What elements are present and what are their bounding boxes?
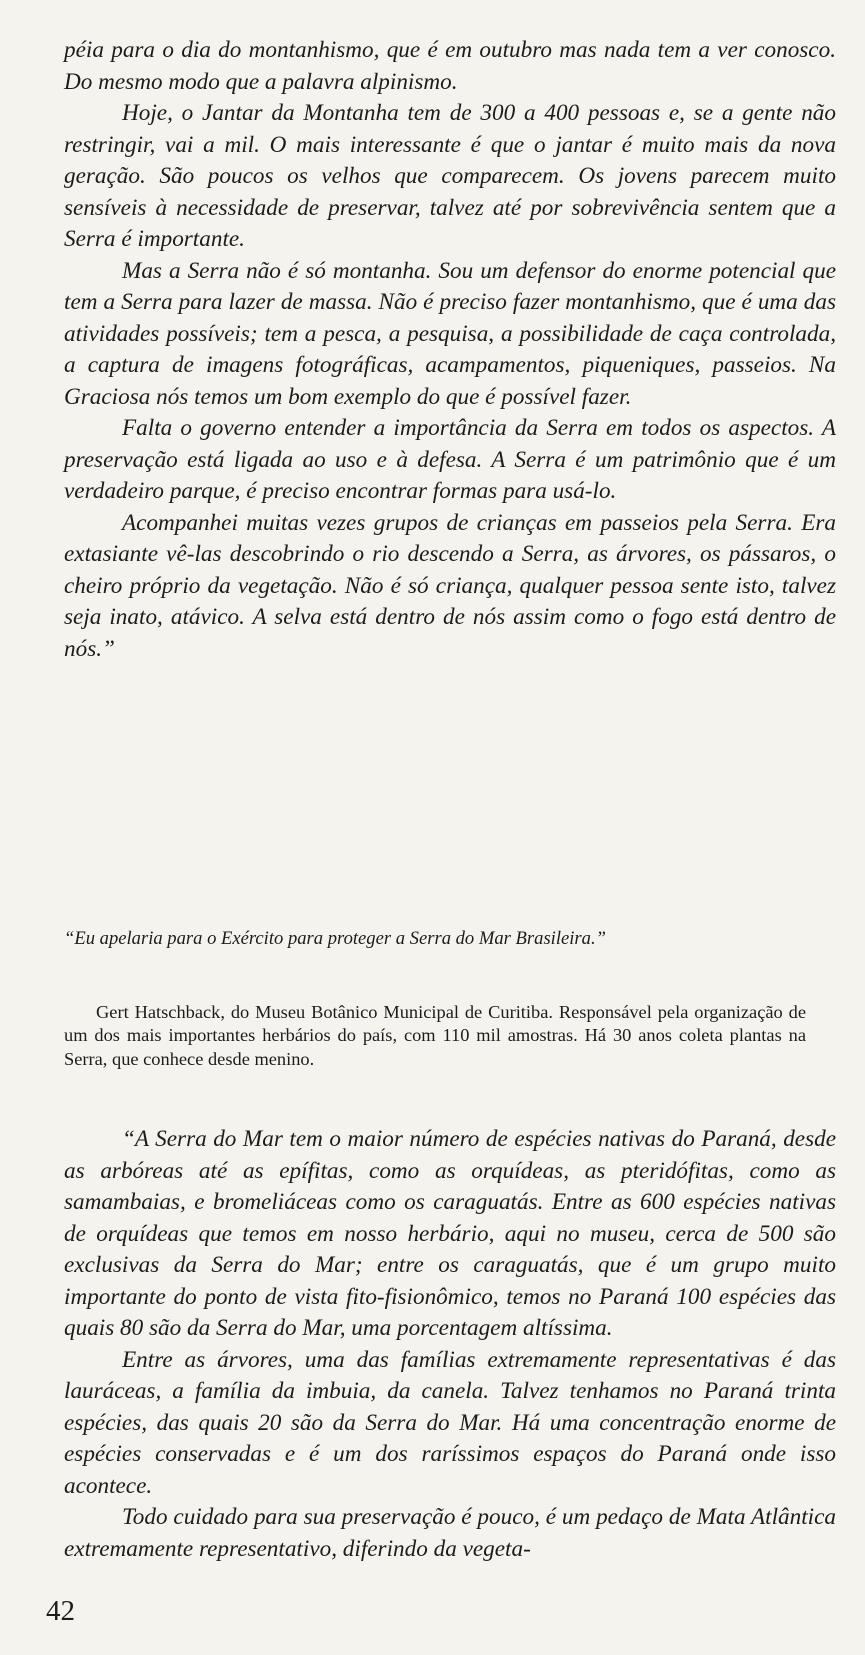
paragraph: Hoje, o Jantar da Montanha tem de 300 a 400 pessoas e, se a gente não restringir, vai a mil. O mais interessante é que o jantar é muito mais da nova geração. São poucos os velhos que comparecem. Os jovens parecem muito sensíveis à necessidade de preservar, talvez até por sobrevivência sentem que a Serra é importante.	[64, 100, 836, 252]
paragraph: Acompanhei muitas vezes grupos de crianças em passeios pela Serra. Era extasiante vê-las descobrindo o rio descendo a Serra, as árvores, os pássaros, o cheiro próprio da vegetação. Não é só criança, qualquer pessoa sente isto, talvez seja inato, atávico. A selva está dentro de nós assim como o fogo está dentro de nós.”	[64, 509, 836, 662]
paragraph: Entre as árvores, uma das famílias extremamente representativas é das lauráceas, a família da imbuia, da canela. Talvez tenhamos no Paraná trinta espécies, das quais 20 são da Serra do Mar. Há uma concentração enorme de espécies conservadas e é um dos raríssimos espaços do Paraná onde isso acontece.	[64, 1346, 836, 1499]
pull-quote: “Eu apelaria para o Exército para proteger a Serra do Mar Brasileira.”	[64, 928, 606, 949]
paragraph: “A Serra do Mar tem o maior número de espécies nativas do Paraná, desde as arbóreas até as epífitas, como as orquídeas, as pteridófitas, como as samambaias, e bromeliáceas como os caraguatás. Entre as 600 espécies nativas de orquídeas que temos em nosso herbário, aqui no museu, cerca de 500 são exclusivas da Serra do Mar; entre os caraguatás, que é um grupo muito importante do ponto de vista fito-fisionômico, temos no Paraná 100 espécies das quais 80 são da Serra do Mar, uma porcentagem altíssima.	[64, 1126, 836, 1341]
paragraph: Falta o governo entender a importância da Serra em todos os aspectos. A preservação está ligada ao uso e à defesa. A Serra é um patrimônio que é um verdadeiro parque, é preciso encontrar formas para usá-lo.	[64, 415, 836, 504]
interviewee-bio: Gert Hatschback, do Museu Botânico Municipal de Curitiba. Responsável pela organização de um dos mais importantes herbários do país, com 110 mil amostras. Há 30 anos coleta plantas na Serra, que conhece desde menino.	[64, 1002, 806, 1069]
paragraph: péia para o dia do montanhismo, que é em outubro mas nada tem a ver conosco. Do mesmo modo que a palavra alpinismo.	[64, 37, 836, 95]
interview-continuation	[64, 35, 836, 665]
page-number: 42	[46, 1595, 75, 1627]
interview-text	[64, 1124, 836, 1565]
paragraph: Mas a Serra não é só montanha. Sou um defensor do enorme potencial que tem a Serra para lazer de massa. Não é preciso fazer montanhismo, que é uma das atividades possíveis; tem a pesca, a pesquisa, a possibilidade de caça controlada, a captura de imagens fotográficas, acampamentos, piqueniques, passeios. Na Graciosa nós temos um bom exemplo do que é possível fazer.	[64, 257, 836, 410]
paragraph: Todo cuidado para sua preservação é pouco, é um pedaço de Mata Atlântica extremamente representativo, diferindo da vegeta-	[64, 1504, 836, 1562]
